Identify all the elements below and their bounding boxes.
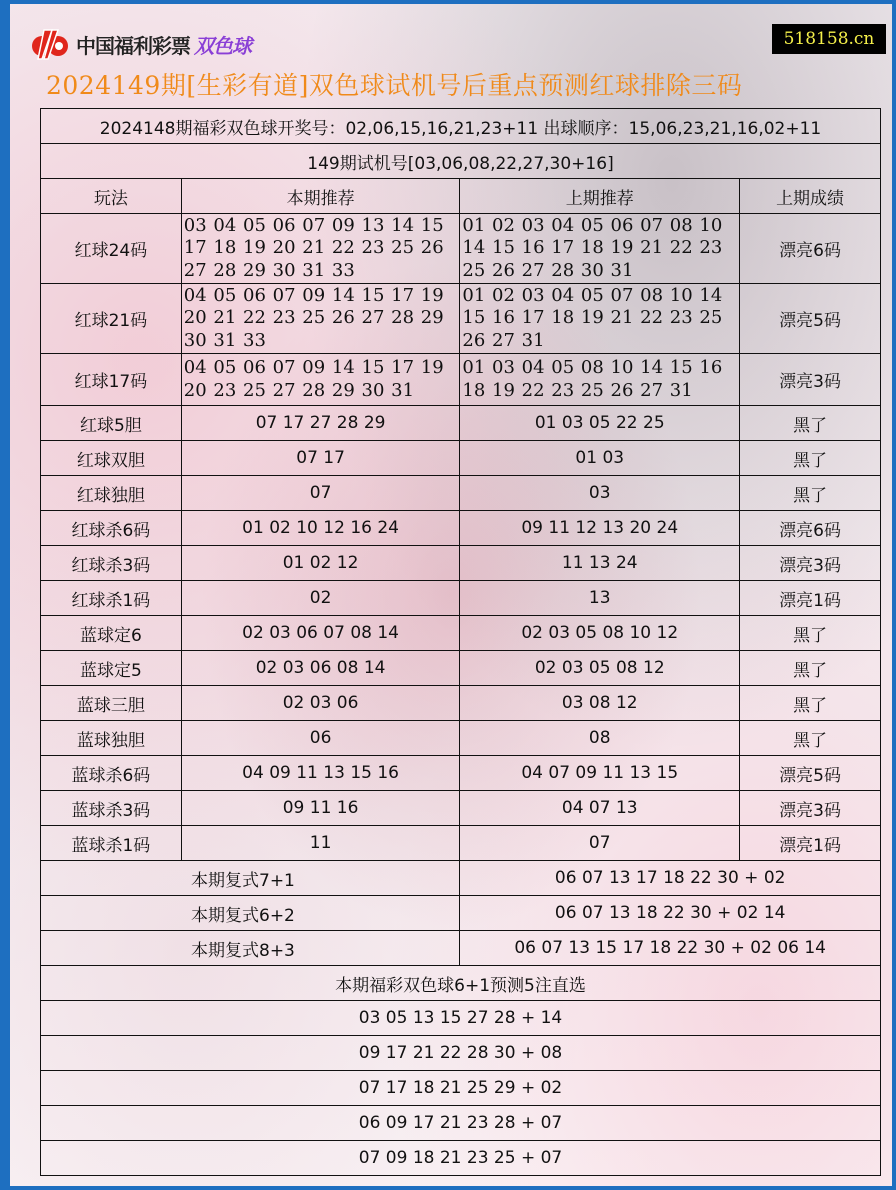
previous-numbers: 01 03 05 22 25: [460, 406, 740, 441]
play-name: 红球21码: [41, 284, 182, 354]
page-frame: [4, 4, 892, 1186]
current-numbers: 07 17: [181, 441, 460, 476]
previous-result: 漂亮3码: [740, 546, 881, 581]
previous-numbers: 07: [460, 826, 740, 861]
pick-row: [41, 1141, 881, 1176]
column-header-result: 上期成绩: [740, 179, 881, 214]
previous-result: 漂亮1码: [740, 826, 881, 861]
pick-numbers: 07 09 18 21 23 25 + 07: [41, 1141, 881, 1176]
pick-row: [41, 1071, 881, 1106]
compound-label: 本期复式8+3: [41, 931, 460, 966]
pick-row: [41, 1001, 881, 1036]
compound-numbers: 06 07 13 17 18 22 30 + 02: [460, 861, 881, 896]
logo-subtitle: 双色球: [194, 33, 251, 58]
compound-row: [41, 896, 881, 931]
table-row: [41, 354, 881, 406]
page-title: 2024149期[生彩有道]双色球试机号后重点预测红球排除三码: [46, 71, 743, 100]
play-name: 红球双胆: [41, 441, 182, 476]
draw-info-row: [41, 109, 881, 144]
previous-numbers: 02 03 05 08 10 12: [460, 616, 740, 651]
play-name: 蓝球独胆: [41, 721, 182, 756]
draw-info: 2024148期福彩双色球开奖号：02,06,15,16,21,23+11 出球顺序：15,06,23,21,16,02+11: [41, 109, 881, 144]
table-row: [41, 756, 881, 791]
current-numbers: 04 09 11 13 15 16: [181, 756, 460, 791]
table-row: [41, 546, 881, 581]
play-name: 红球杀3码: [41, 546, 182, 581]
table-row: [41, 441, 881, 476]
table-row: [41, 791, 881, 826]
previous-result: 黑了: [740, 476, 881, 511]
previous-numbers: 11 13 24: [460, 546, 740, 581]
current-numbers: 03 04 05 06 07 09 13 14 15 17 18 19 20 21 22 23 25 26 27 28 29 30 31 33: [181, 214, 460, 284]
previous-result: 漂亮1码: [740, 581, 881, 616]
logo-text: 中国福利彩票: [76, 33, 190, 58]
table-row: [41, 616, 881, 651]
table-row: [41, 721, 881, 756]
current-numbers: 04 05 06 07 09 14 15 17 19 20 21 22 23 25 26 27 28 29 30 31 33: [181, 284, 460, 354]
previous-numbers: 01 03 04 05 08 10 14 15 16 18 19 22 23 25 26 27 31: [460, 354, 740, 406]
current-numbers: 04 05 06 07 09 14 15 17 19 20 23 25 27 28 29 30 31: [181, 354, 460, 406]
previous-result: 漂亮3码: [740, 354, 881, 406]
previous-result: 黑了: [740, 616, 881, 651]
compound-row: [41, 861, 881, 896]
current-numbers: 02 03 06: [181, 686, 460, 721]
table-row: [41, 476, 881, 511]
current-numbers: 07: [181, 476, 460, 511]
pick-row: [41, 1106, 881, 1141]
trial-numbers-row: [41, 144, 881, 179]
pick-numbers: 09 17 21 22 28 30 + 08: [41, 1036, 881, 1071]
cwl-logo: [30, 28, 251, 60]
play-name: 红球17码: [41, 354, 182, 406]
current-numbers: 07 17 27 28 29: [181, 406, 460, 441]
prediction-table: [40, 108, 881, 1176]
picks-heading-row: [41, 966, 881, 1001]
previous-result: 黑了: [740, 651, 881, 686]
current-numbers: 02 03 06 08 14: [181, 651, 460, 686]
previous-result: 黑了: [740, 721, 881, 756]
previous-numbers: 04 07 09 11 13 15: [460, 756, 740, 791]
current-numbers: 01 02 12: [181, 546, 460, 581]
previous-result: 漂亮6码: [740, 214, 881, 284]
site-badge[interactable]: 518158.cn: [772, 24, 886, 54]
previous-numbers: 13: [460, 581, 740, 616]
current-numbers: 01 02 10 12 16 24: [181, 511, 460, 546]
table-row: [41, 826, 881, 861]
play-name: 红球24码: [41, 214, 182, 284]
play-name: 红球独胆: [41, 476, 182, 511]
table-row: [41, 406, 881, 441]
previous-numbers: 01 02 03 04 05 07 08 10 14 15 16 17 18 19 21 22 23 25 26 27 31: [460, 284, 740, 354]
column-header-previous: 上期推荐: [460, 179, 740, 214]
play-name: 红球杀6码: [41, 511, 182, 546]
pick-numbers: 07 17 18 21 25 29 + 02: [41, 1071, 881, 1106]
table-row: [41, 214, 881, 284]
previous-result: 漂亮3码: [740, 791, 881, 826]
play-name: 蓝球三胆: [41, 686, 182, 721]
previous-result: 漂亮6码: [740, 511, 881, 546]
pick-numbers: 03 05 13 15 27 28 + 14: [41, 1001, 881, 1036]
column-header-play: 玩法: [41, 179, 182, 214]
trial-numbers: 149期试机号[03,06,08,22,27,30+16]: [41, 144, 881, 179]
previous-result: 漂亮5码: [740, 756, 881, 791]
table-row: [41, 686, 881, 721]
play-name: 蓝球杀1码: [41, 826, 182, 861]
previous-numbers: 09 11 12 13 20 24: [460, 511, 740, 546]
table-row: [41, 581, 881, 616]
previous-numbers: 08: [460, 721, 740, 756]
previous-result: 黑了: [740, 406, 881, 441]
previous-numbers: 03 08 12: [460, 686, 740, 721]
pick-row: [41, 1036, 881, 1071]
previous-numbers: 01 03: [460, 441, 740, 476]
play-name: 蓝球杀3码: [41, 791, 182, 826]
welfare-lottery-logo-icon: [30, 28, 72, 60]
current-numbers: 11: [181, 826, 460, 861]
table-row: [41, 651, 881, 686]
previous-numbers: 03: [460, 476, 740, 511]
current-numbers: 09 11 16: [181, 791, 460, 826]
play-name: 蓝球定5: [41, 651, 182, 686]
table-row: [41, 284, 881, 354]
pick-numbers: 06 09 17 21 23 28 + 07: [41, 1106, 881, 1141]
previous-result: 漂亮5码: [740, 284, 881, 354]
picks-heading: 本期福彩双色球6+1预测5注直选: [41, 966, 881, 1001]
compound-label: 本期复式6+2: [41, 896, 460, 931]
previous-numbers: 02 03 05 08 12: [460, 651, 740, 686]
play-name: 蓝球杀6码: [41, 756, 182, 791]
current-numbers: 06: [181, 721, 460, 756]
compound-row: [41, 931, 881, 966]
current-numbers: 02 03 06 07 08 14: [181, 616, 460, 651]
previous-result: 黑了: [740, 441, 881, 476]
compound-label: 本期复式7+1: [41, 861, 460, 896]
current-numbers: 02: [181, 581, 460, 616]
play-name: 蓝球定6: [41, 616, 182, 651]
previous-numbers: 01 02 03 04 05 06 07 08 10 14 15 16 17 18 19 21 22 23 25 26 27 28 30 31: [460, 214, 740, 284]
play-name: 红球杀1码: [41, 581, 182, 616]
table-header-row: [41, 179, 881, 214]
column-header-current: 本期推荐: [181, 179, 460, 214]
previous-numbers: 04 07 13: [460, 791, 740, 826]
compound-numbers: 06 07 13 15 17 18 22 30 + 02 06 14: [460, 931, 881, 966]
table-row: [41, 511, 881, 546]
compound-numbers: 06 07 13 18 22 30 + 02 14: [460, 896, 881, 931]
play-name: 红球5胆: [41, 406, 182, 441]
previous-result: 黑了: [740, 686, 881, 721]
